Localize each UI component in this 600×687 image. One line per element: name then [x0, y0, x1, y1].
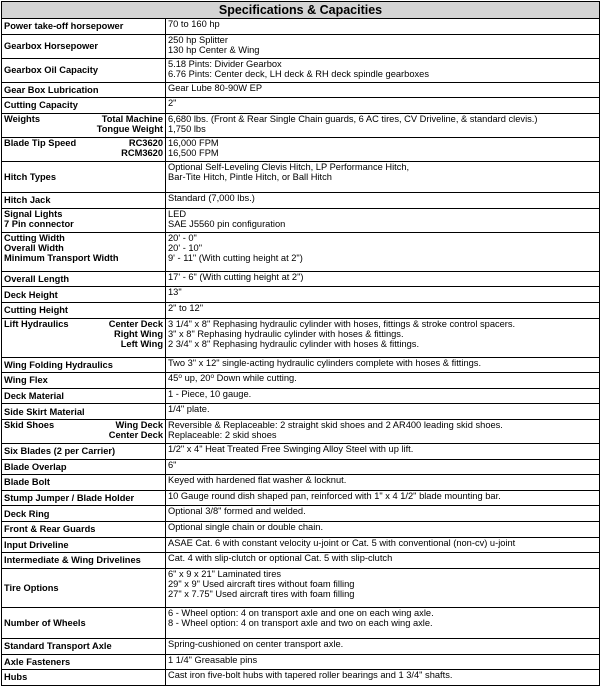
table-row [2, 34, 600, 58]
spec-label: 7 Pin connector [4, 219, 74, 230]
spec-value-cell [166, 208, 600, 232]
table-row [2, 271, 600, 287]
spec-label: Deck Ring [2, 506, 166, 522]
table-row [2, 553, 600, 569]
table-row [2, 639, 600, 655]
spec-value: 1,750 lbs [168, 124, 206, 135]
spec-sublabel: Total Machine [101, 113, 163, 124]
spec-value-cell [166, 506, 600, 522]
spec-value: 16,000 FPM [168, 137, 219, 148]
spec-value-cell [166, 654, 600, 670]
spec-label-cell [2, 420, 166, 444]
spec-value-cell [166, 34, 600, 58]
spec-value-cell [166, 459, 600, 475]
spec-value: Reversible & Replaceable: 2 straight skid shoes and 2 AR400 leading skid shoes. [168, 420, 503, 431]
table-row [2, 522, 600, 538]
spec-label: Blade Tip Speed [4, 137, 77, 148]
spec-value-cell [166, 522, 600, 538]
spec-value: Two 3" x 12" single-acting hydraulic cylinders complete with hoses & fittings. [168, 357, 482, 368]
spec-value-cell [166, 373, 600, 389]
spec-value: Optional single chain or double chain. [168, 522, 324, 533]
spec-label: Wing Flex [2, 373, 166, 389]
spec-value-cell [166, 303, 600, 319]
table-row [2, 357, 600, 373]
table-row [2, 475, 600, 491]
spec-value: 6" [168, 459, 177, 470]
spec-label: Axle Fasteners [2, 654, 166, 670]
spec-label: Side Skirt Material [2, 404, 166, 420]
spec-value-cell [166, 404, 600, 420]
spec-value-cell [166, 490, 600, 506]
spec-sublabel: Center Deck [108, 318, 163, 329]
spec-value: Replaceable: 2 skid shoes [168, 430, 277, 441]
spec-label: Hitch Jack [2, 193, 166, 209]
spec-value-cell [166, 388, 600, 404]
spec-value: 27" x 7.75" Used aircraft tires with foam filling [168, 589, 355, 600]
flex-up-degrees: 45 [168, 373, 179, 384]
spec-value: Bar-Tite Hitch, Pintle Hitch, or Ball Hitch [168, 172, 332, 183]
spec-value-cell [166, 568, 600, 607]
spec-value: 10 Gauge round dish shaped pan, reinforced with 1" x 4 1/2" blade mounting bar. [168, 490, 501, 501]
spec-value-cell [166, 318, 600, 357]
spec-value-cell [166, 287, 600, 303]
table-row [2, 444, 600, 460]
spec-value-cell [166, 58, 600, 82]
table-row [2, 232, 600, 271]
spec-sublabel: Tongue Weight [96, 124, 163, 135]
table-row [2, 287, 600, 303]
spec-label: Minimum Transport Width [4, 253, 119, 264]
spec-label: Blade Bolt [2, 475, 166, 491]
spec-value-cell [166, 537, 600, 553]
spec-label: Lift Hydraulics [4, 318, 69, 329]
table-row [2, 373, 600, 389]
flex-up-label: up, [184, 373, 198, 384]
table-row [2, 193, 600, 209]
spec-label-group [4, 319, 163, 350]
spec-value: 5.18 Pints: Divider Gearbox [168, 58, 282, 69]
spec-value-cell [166, 420, 600, 444]
table-row [2, 537, 600, 553]
spec-label: Intermediate & Wing Drivelines [2, 553, 166, 569]
table-row [2, 208, 600, 232]
spec-value: 1/4" plate. [168, 404, 210, 415]
degree-symbol: o [210, 373, 215, 381]
spec-value-cell [166, 639, 600, 655]
spec-value: 2" to 12" [168, 303, 204, 314]
spec-label: Hitch Types [2, 162, 166, 193]
spec-value: 250 hp Splitter [168, 34, 228, 45]
spec-label: Tire Options [2, 568, 166, 607]
spec-value: Gear Lube 80-90W EP [168, 82, 263, 93]
spec-value: LED [168, 208, 187, 219]
spec-label-group [4, 420, 163, 441]
spec-sublabels [109, 420, 163, 441]
spec-label: Gearbox Horsepower [2, 34, 166, 58]
spec-value-cell [166, 670, 600, 686]
spec-value: Cast iron five-bolt hubs with tapered roller bearings and 1 3/4" shafts. [168, 670, 453, 681]
spec-label-cell [2, 232, 166, 271]
spec-sublabels [109, 319, 163, 350]
spec-label: Front & Rear Guards [2, 522, 166, 538]
spec-sublabel: Left Wing [120, 339, 163, 350]
spec-sublabels [121, 138, 163, 159]
spec-value: SAE J5560 pin configuration [168, 219, 286, 230]
spec-value: 29" x 9" Used aircraft tires without foam filling [168, 579, 355, 590]
degree-symbol: o [178, 373, 182, 381]
spec-value: 2 3/4" x 8" Rephasing hydraulic cylinder with hoses & fittings. [168, 339, 420, 350]
spec-value: 1 - Piece, 10 gauge. [168, 388, 252, 399]
table-row [2, 162, 600, 193]
table-row [2, 670, 600, 686]
spec-value: 6" x 9 x 21" Laminated tires [168, 568, 282, 579]
spec-label: Overall Length [2, 271, 166, 287]
spec-sublabel: RC3620 [128, 137, 163, 148]
table-row [2, 113, 600, 137]
spec-label: Signal Lights [4, 208, 63, 219]
spec-label: Deck Material [2, 388, 166, 404]
spec-label: Cutting Capacity [2, 98, 166, 114]
spec-value-cell [166, 271, 600, 287]
spec-value: 6.76 Pints: Center deck, LH deck & RH deck spindle gearboxes [168, 68, 429, 79]
spec-value-cell [166, 137, 600, 161]
spec-label: Overall Width [4, 243, 64, 254]
spec-label: Deck Height [2, 287, 166, 303]
specifications-table [1, 1, 600, 686]
spec-value-cell [166, 475, 600, 491]
spec-label: Number of Wheels [2, 607, 166, 638]
spec-value-cell [166, 444, 600, 460]
spec-rows [2, 19, 600, 686]
spec-label: Skid Shoes [4, 420, 55, 431]
spec-label: Six Blades (2 per Carrier) [2, 444, 166, 460]
spec-label: Gearbox Oil Capacity [2, 58, 166, 82]
table-row [2, 82, 600, 98]
spec-value: 2" [168, 98, 177, 109]
spec-value-cell [166, 193, 600, 209]
spec-value-cell [166, 553, 600, 569]
spec-value-cell [166, 19, 600, 35]
table-row [2, 459, 600, 475]
table-row [2, 318, 600, 357]
spec-value: 3 1/4" x 8" Rephasing hydraulic cylinder with hoses, fittings & stroke control spacers. [168, 318, 516, 329]
spec-label-cell [2, 208, 166, 232]
table-title: Specifications & Capacities [2, 2, 600, 19]
spec-sublabel: RCM3620 [121, 148, 163, 159]
spec-value: 9' - 11" (With cutting height at 2") [168, 253, 303, 264]
spec-value-cell [166, 113, 600, 137]
table-row [2, 19, 600, 35]
table-row [2, 420, 600, 444]
spec-sublabel: Center Deck [108, 430, 163, 441]
spec-value: 1 1/4" Greasable pins [168, 654, 258, 665]
table-row [2, 388, 600, 404]
spec-value-cell [166, 162, 600, 193]
spec-sublabel: Wing Deck [115, 420, 163, 431]
spec-label-cell [2, 113, 166, 137]
spec-value: 3" x 8" Rephasing hydraulic cylinder with hoses & fittings. [168, 328, 404, 339]
spec-label: Input Driveline [2, 537, 166, 553]
spec-label: Wing Folding Hydraulics [2, 357, 166, 373]
spec-label: Gear Box Lubrication [2, 82, 166, 98]
table-row [2, 506, 600, 522]
table-row [2, 303, 600, 319]
spec-sublabel: Right Wing [114, 328, 163, 339]
spec-label: Standard Transport Axle [2, 639, 166, 655]
spec-sublabels [97, 114, 163, 135]
spec-label: Stump Jumper / Blade Holder [2, 490, 166, 506]
spec-value: Standard (7,000 lbs.) [168, 193, 255, 204]
spec-value: Cat. 4 with slip-clutch or optional Cat. 5 with slip-clutch [168, 553, 393, 564]
table-row [2, 404, 600, 420]
flex-down-degrees: 20 [200, 373, 211, 384]
spec-value: 6,680 lbs. (Front & Rear Single Chain guards, 6 AC tires, CV Driveline, & standard clevis.) [168, 113, 538, 124]
spec-value-cell [166, 82, 600, 98]
spec-label-group [4, 138, 163, 159]
spec-label: Power take-off horsepower [2, 19, 166, 35]
spec-value: Spring-cushioned on center transport axle. [168, 639, 344, 650]
spec-label-cell [2, 137, 166, 161]
spec-value: 6 - Wheel option: 4 on transport axle and one on each wing axle. [168, 607, 434, 618]
spec-label-cell [2, 318, 166, 357]
table-row [2, 58, 600, 82]
table-row [2, 654, 600, 670]
spec-value: Optional Self-Leveling Clevis Hitch, LP Performance Hitch, [168, 162, 410, 173]
spec-value: 16,500 FPM [168, 148, 219, 159]
spec-value-cell [166, 232, 600, 271]
spec-value: 70 to 160 hp [168, 19, 220, 29]
spec-value-cell [166, 98, 600, 114]
spec-value: 8 - Wheel option: 4 on transport axle and two on each wing axle. [168, 618, 433, 629]
spec-value: ASAE Cat. 6 with constant velocity u-joint or Cat. 5 with conventional (non-cv) u-joint [168, 537, 516, 548]
table-row [2, 568, 600, 607]
flex-down-label: Down while cutting. [216, 373, 297, 384]
spec-value: Keyed with hardened flat washer & locknut. [168, 475, 347, 486]
table-row [2, 607, 600, 638]
spec-value: 20' - 10" [168, 243, 203, 254]
table-row [2, 137, 600, 161]
spec-value: 20' - 0" [168, 232, 197, 243]
spec-value: 130 hp Center & Wing [168, 44, 260, 55]
spec-value: Optional 3/8" formed and welded. [168, 506, 306, 517]
table-row [2, 490, 600, 506]
spec-label: Cutting Width [4, 232, 65, 243]
spec-label: Blade Overlap [2, 459, 166, 475]
spec-label: Hubs [2, 670, 166, 686]
table-row [2, 98, 600, 114]
spec-value-cell [166, 607, 600, 638]
spec-value-cell [166, 357, 600, 373]
spec-label: Weights [4, 113, 40, 124]
spec-value: 17' - 6" (With cutting height at 2") [168, 271, 304, 282]
spec-value: 1/2" x 4" Heat Treated Free Swinging Alloy Steel with up lift. [168, 444, 414, 455]
spec-value: 13" [168, 287, 182, 298]
spec-label-group [4, 114, 163, 135]
spec-label: Cutting Height [2, 303, 166, 319]
